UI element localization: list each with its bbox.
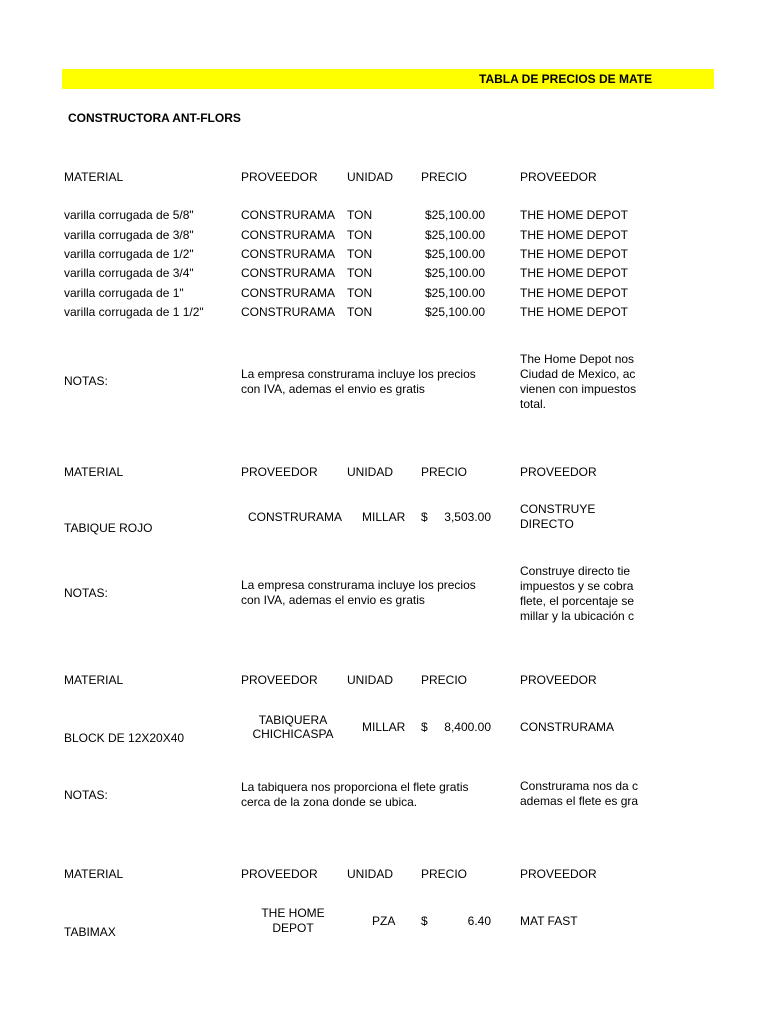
row-unidad: TON (347, 286, 373, 300)
note-line: La tabiquera nos proporciona el flete gratis (241, 780, 469, 794)
note-line: La empresa construrama incluye los precios (241, 578, 476, 592)
row-unidad: TON (347, 305, 373, 319)
header-material: MATERIAL (64, 673, 124, 687)
row-proveedor-2: CONSTRUYE (520, 502, 596, 516)
row-material: varilla corrugada de 1/2" (64, 247, 194, 261)
row-material: varilla corrugada de 5/8" (64, 208, 194, 222)
header-unidad: UNIDAD (347, 673, 394, 687)
row-unidad: PZA (372, 914, 396, 928)
row-proveedor-2: CONSTRURAMA (520, 720, 615, 734)
row-precio: $25,100.00 (425, 228, 486, 242)
note-line: flete, el porcentaje se (520, 594, 635, 608)
page-title: TABLA DE PRECIOS DE MATE (479, 72, 653, 86)
row-proveedor-2: THE HOME DEPOT (520, 305, 629, 319)
currency-symbol: $ (421, 720, 428, 734)
company-name: CONSTRUCTORA ANT-FLORS (68, 111, 241, 125)
price-value: 3,503.00 (444, 510, 491, 524)
note-line: ademas el flete es gra (520, 794, 639, 808)
row-proveedor-2: THE HOME DEPOT (520, 228, 629, 242)
row-proveedor: CONSTRURAMA (241, 228, 336, 242)
header-precio: PRECIO (421, 867, 468, 881)
note-provider-2 (520, 564, 640, 624)
row-material: varilla corrugada de 3/4" (64, 266, 194, 280)
header-material: MATERIAL (64, 170, 124, 184)
header-material: MATERIAL (64, 465, 124, 479)
note-line: Construrama nos da c (520, 779, 639, 793)
header-unidad: UNIDAD (347, 170, 394, 184)
header-unidad: UNIDAD (347, 867, 394, 881)
row-proveedor: CONSTRURAMA (241, 208, 336, 222)
note-line: The Home Depot nos (520, 352, 635, 366)
header-proveedor: PROVEEDOR (241, 465, 318, 479)
row-proveedor: DEPOT (272, 921, 314, 935)
row-material: BLOCK DE 12X20X40 (64, 731, 185, 745)
row-proveedor: CONSTRURAMA (241, 247, 336, 261)
row-unidad: TON (347, 208, 373, 222)
row-material: varilla corrugada de 1" (64, 286, 184, 300)
row-material: TABIQUE ROJO (64, 521, 153, 535)
row-proveedor-2: MAT FAST (520, 914, 578, 928)
row-proveedor-2: THE HOME DEPOT (520, 266, 629, 280)
row-proveedor-2: THE HOME DEPOT (520, 208, 629, 222)
row-material: varilla corrugada de 1 1/2" (64, 305, 204, 319)
row-proveedor: CONSTRURAMA (241, 286, 336, 300)
note-line: con IVA, ademas el envio es gratis (241, 593, 425, 607)
notes-label: NOTAS: (64, 374, 108, 388)
row-precio: $25,100.00 (425, 305, 486, 319)
note-line: con IVA, ademas el envio es gratis (241, 382, 425, 396)
row-proveedor: CHICHICASPA (252, 727, 334, 741)
row-precio: $25,100.00 (425, 266, 486, 280)
note-line: La empresa construrama incluye los precios (241, 367, 476, 381)
row-proveedor: CONSTRURAMA (241, 266, 336, 280)
note-line: total. (520, 397, 547, 411)
row-proveedor-2: THE HOME DEPOT (520, 247, 629, 261)
header-precio: PRECIO (421, 673, 468, 687)
header-proveedor: PROVEEDOR (241, 673, 318, 687)
row-proveedor: THE HOME (261, 906, 325, 920)
currency-symbol: $ (421, 914, 428, 928)
row-proveedor: TABIQUERA (258, 713, 328, 727)
note-line: impuestos y se cobra (520, 579, 634, 593)
row-unidad: TON (347, 228, 373, 242)
row-unidad: MILLAR (362, 720, 406, 734)
note-line: Construye directo tie (520, 564, 631, 578)
row-material: varilla corrugada de 3/8" (64, 228, 194, 242)
note-line: vienen con impuestos (520, 382, 637, 396)
row-proveedor-2: DIRECTO (520, 517, 574, 531)
row-material: TABIMAX (64, 925, 116, 939)
header-proveedor-2: PROVEEDOR (520, 170, 597, 184)
price-value: 6.40 (467, 914, 491, 928)
currency-symbol: $ (421, 510, 428, 524)
row-unidad: TON (347, 266, 373, 280)
price-value: 8,400.00 (444, 720, 491, 734)
row-proveedor: CONSTRURAMA (248, 510, 343, 524)
row-precio: $25,100.00 (425, 208, 486, 222)
header-precio: PRECIO (421, 170, 468, 184)
header-proveedor-2: PROVEEDOR (520, 867, 597, 881)
note-provider-2 (520, 779, 640, 809)
note-line: Ciudad de Mexico, ac (520, 367, 636, 381)
row-proveedor-2: THE HOME DEPOT (520, 286, 629, 300)
header-proveedor: PROVEEDOR (241, 170, 318, 184)
header-proveedor-2: PROVEEDOR (520, 673, 597, 687)
title-banner (62, 69, 714, 89)
row-precio: $25,100.00 (425, 286, 486, 300)
header-material: MATERIAL (64, 867, 124, 881)
note-line: millar y la ubicación c (520, 609, 635, 623)
header-precio: PRECIO (421, 465, 468, 479)
notes-label: NOTAS: (64, 788, 108, 802)
note-line: cerca de la zona donde se ubica. (241, 795, 418, 809)
header-proveedor: PROVEEDOR (241, 867, 318, 881)
note-provider-2 (520, 352, 640, 412)
notes-label: NOTAS: (64, 586, 108, 600)
header-unidad: UNIDAD (347, 465, 394, 479)
row-proveedor: CONSTRURAMA (241, 305, 336, 319)
row-unidad: MILLAR (362, 510, 406, 524)
row-precio: $25,100.00 (425, 247, 486, 261)
header-proveedor-2: PROVEEDOR (520, 465, 597, 479)
row-unidad: TON (347, 247, 373, 261)
